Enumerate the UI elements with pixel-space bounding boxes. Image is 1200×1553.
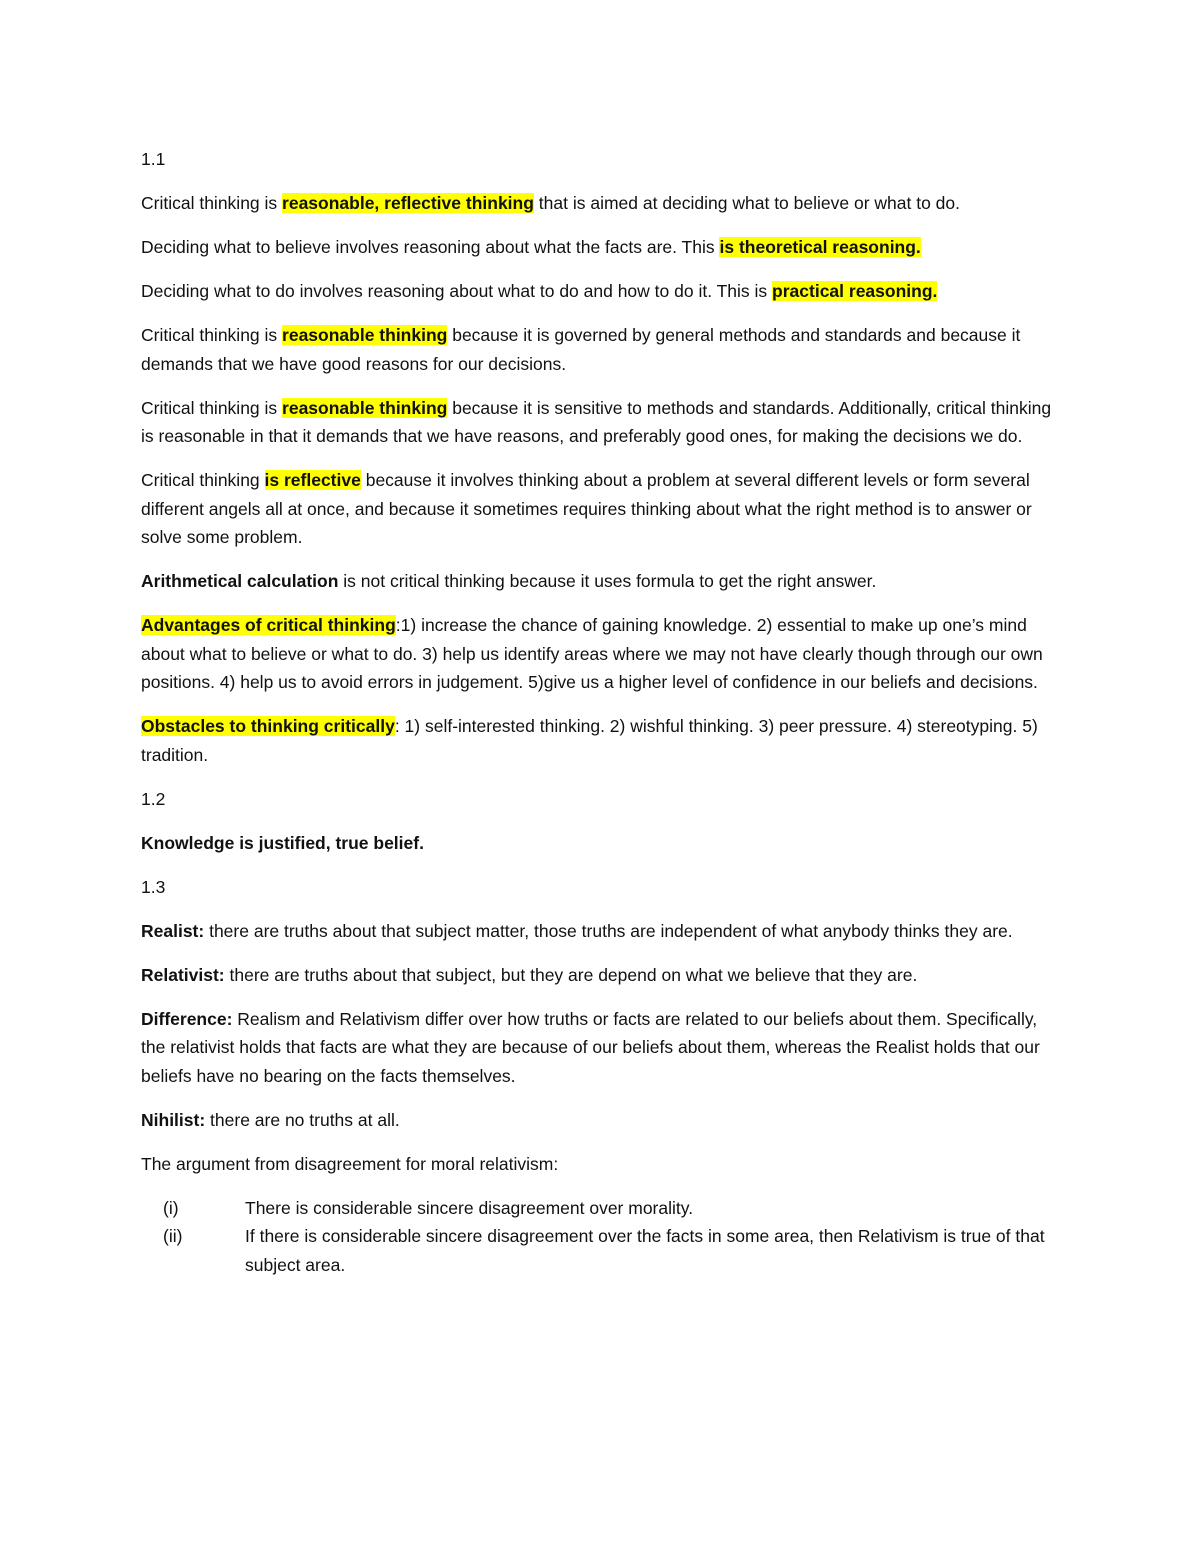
paragraph-relativist (141, 961, 1061, 990)
paragraph-reflective (141, 466, 1061, 552)
section-heading-1-3: 1.3 (141, 876, 166, 897)
highlighted-term: is reflective (264, 470, 361, 490)
text-run: because it is sensitive to methods and standards. Additionally, critical thinking is reasonable in that it demands that we have reasons, and preferably good ones, for making the decisions we do. (141, 397, 1052, 446)
text-run: because it involves thinking about a problem at several different levels or form several different angels all at once, and because it sometimes requires thinking about what the right method is to answer or solve some problem. (141, 470, 1032, 547)
section-heading-1-1: 1.1 (141, 149, 166, 169)
paragraph-obstacles (141, 712, 1061, 769)
paragraph-argument-intro: The argument from disagreement for moral relativism: (141, 1153, 559, 1174)
text-run: :1) increase the chance of gaining knowledge. 2) essential to make up one’s mind about what to believe or what to do. 3) help us identify areas where we may not have clearly though through our own positions. 4) help us to avoid errors in judgement. 5)give us a higher level of confidence in our beliefs and decisions. (141, 615, 1043, 692)
paragraph-critical-thinking-definition (141, 189, 1061, 218)
highlighted-term: is theoretical reasoning. (719, 237, 921, 257)
paragraph-difference (141, 1005, 1061, 1091)
text-run: there are truths about that subject, but they are depend on what we believe that they are. (224, 964, 918, 985)
paragraph-practical-reasoning (141, 277, 1061, 306)
text-run: Deciding what to do involves reasoning about what to do and how to do it. This is (141, 281, 773, 301)
paragraph-realist (141, 917, 1061, 946)
bold-term: Realist: (141, 920, 205, 941)
document-body (141, 145, 1061, 1279)
text-run: that is aimed at deciding what to believe or what to do. (533, 193, 961, 213)
text-run: Critical thinking is (141, 325, 283, 345)
highlighted-term: reasonable thinking (282, 397, 448, 418)
list-item-text: There is considerable sincere disagreement over morality. (245, 1197, 694, 1218)
paragraph-nihilist (141, 1106, 1061, 1135)
text-run: because it is governed by general methods and standards and because it demands that we have good reasons for our decisions. (141, 325, 1021, 374)
paragraph-advantages (141, 611, 1061, 697)
text-run: Realism and Relativism differ over how truths or facts are related to our beliefs about them. Specifically, the relativist holds that facts are what they are because of our beliefs about them, whereas the Realist holds that our beliefs have no bearing on the facts themselves. (141, 1008, 1040, 1086)
list-item-number: (i) (163, 1197, 179, 1218)
text-run: : 1) self-interested thinking. 2) wishful thinking. 3) peer pressure. 4) stereotyping. 5) tradition. (141, 716, 1038, 765)
highlighted-term: reasonable thinking (282, 325, 448, 345)
paragraph-reasonable-thinking-1 (141, 321, 1061, 378)
bold-term: Knowledge is justified, true belief. (141, 832, 424, 853)
bold-term: Arithmetical calculation (141, 571, 339, 591)
text-run: there are truths about that subject matter, those truths are independent of what anybody thinks they are. (204, 920, 1013, 941)
text-run: Critical thinking is (141, 397, 283, 418)
highlighted-term: practical reasoning. (772, 281, 938, 301)
paragraph-reasonable-thinking-2 (141, 394, 1061, 451)
text-run: Critical thinking (141, 470, 265, 490)
paragraph-knowledge-definition (141, 829, 1061, 858)
highlighted-term: Obstacles to thinking critically (141, 716, 395, 736)
highlighted-term: Advantages of critical thinking (141, 615, 396, 635)
text-run: Deciding what to believe involves reasoning about what the facts are. This (141, 237, 720, 257)
bold-term: Difference: (141, 1008, 233, 1029)
highlighted-term: reasonable, reflective thinking (282, 193, 534, 213)
section-heading-1-2: 1.2 (141, 788, 166, 809)
list-item (141, 1194, 1061, 1223)
list-item-number: (ii) (163, 1226, 183, 1246)
paragraph-theoretical-reasoning (141, 233, 1061, 262)
text-run: Critical thinking is (141, 193, 283, 213)
list-item (141, 1222, 1061, 1279)
bold-term: Relativist: (141, 964, 225, 985)
text-run: there are no truths at all. (205, 1109, 400, 1130)
bold-term: Nihilist: (141, 1109, 206, 1130)
paragraph-arithmetical-calculation (141, 567, 1061, 596)
text-run: is not critical thinking because it uses formula to get the right answer. (338, 571, 877, 591)
list-item-text: If there is considerable sincere disagreement over the facts in some area, then Relativism is true of that subject area. (245, 1226, 1045, 1275)
argument-list (141, 1194, 1061, 1280)
